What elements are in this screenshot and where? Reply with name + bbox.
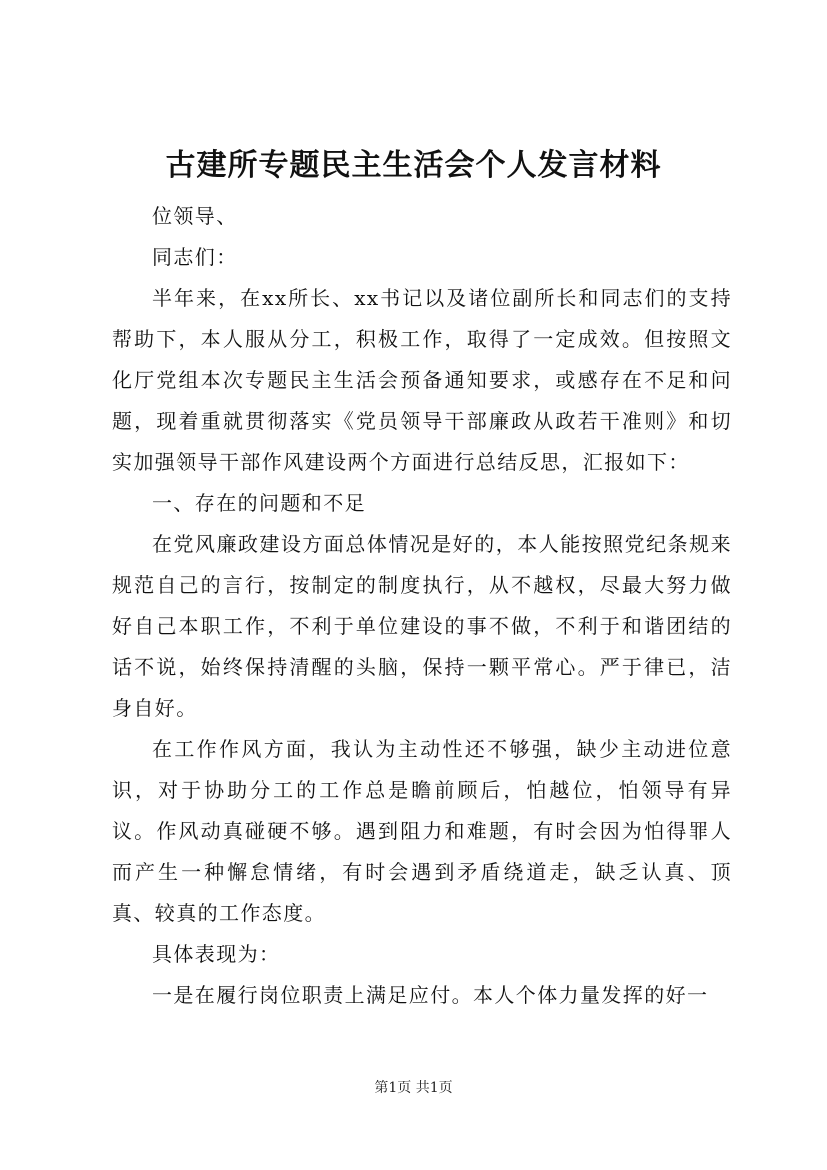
page-footer [0,1078,827,1098]
salutation-line-1: 位领导、 [152,204,238,228]
salutation-line-2: 同志们： [152,245,238,269]
document-title: 古建所专题民主生活会个人发言材料 [165,148,662,183]
section-heading: 一、存在的问题和不足 [152,491,366,515]
paragraph-specifics-label: 具体表现为： [152,942,281,966]
paragraph-work-style: 在工作作风方面，我认为主动性还不够强，缺少主动进位意识，对于协助分工的工作总是瞻前顾后，怕越位，怕领导有异议。作风动真碰硬不够。遇到阻力和难题，有时会因为怕得罪人而产生一种懈怠情绪，有时会遇到矛盾绕道走，缺乏认真、顶真、较真的工作态度。 [112,737,732,925]
paragraph-integrity: 在党风廉政建设方面总体情况是好的，本人能按照党纪条规来规范自己的言行，按制定的制度执行，从不越权，尽最大努力做好自己本职工作，不利于单位建设的事不做，不利于和谐团结的话不说，始终保持清醒的头脑，保持一颗平常心。严于律已，洁身自好。 [112,532,732,720]
paragraph-intro: 半年来，在xx所长、xx书记以及诸位副所长和同志们的支持帮助下，本人服从分工，积极工作，取得了一定成效。但按照文化厅党组本次专题民主生活会预备通知要求，或感存在不足和问题，现着重就贯彻落实《党员领导干部廉政从政若干准则》和切实加强领导干部作风建设两个方面进行总结反思，汇报如下： [112,286,732,474]
page-number: 第1页 共1页 [374,1080,453,1096]
paragraph-point-one: 一是在履行岗位职责上满足应付。本人个体力量发挥的好一 [152,983,709,1007]
document-body [112,196,732,1016]
